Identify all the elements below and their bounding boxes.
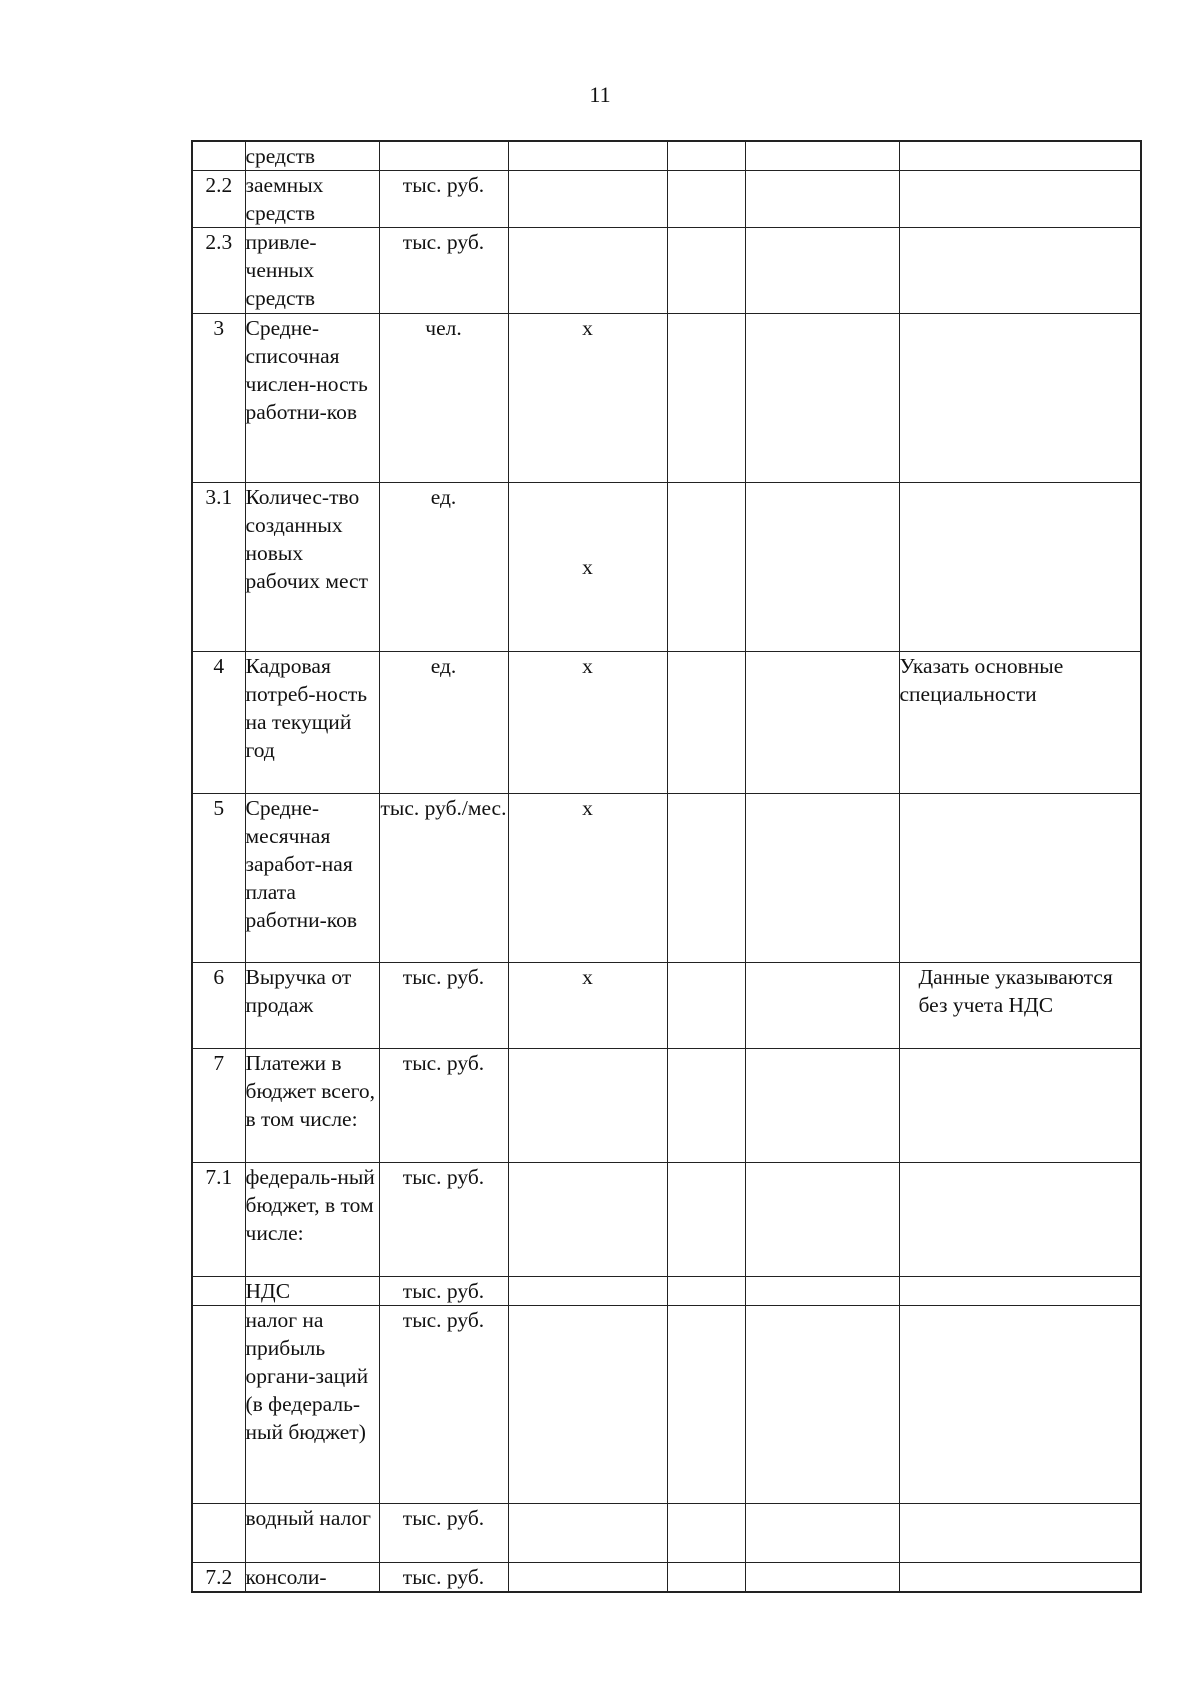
table-row [192,1163,1141,1277]
table-row [192,652,1141,794]
unit-cell: тыс. руб. [379,963,508,1049]
empty-cell [745,794,899,963]
row-number: 4 [192,652,245,794]
x-mark [508,1563,667,1593]
x-mark [508,1277,667,1306]
indicator-name: Выручка от продаж [245,963,379,1049]
note-cell [899,1306,1141,1504]
row-number: 5 [192,794,245,963]
empty-cell [745,1163,899,1277]
row-number [192,1277,245,1306]
empty-cell [745,141,899,171]
empty-cell [745,228,899,314]
row-number [192,1306,245,1504]
row-number: 2.2 [192,171,245,228]
empty-cell [667,1163,745,1277]
empty-cell [745,652,899,794]
unit-cell: чел. [379,314,508,483]
note-cell [899,483,1141,652]
empty-cell [667,1277,745,1306]
unit-cell: тыс. руб. [379,1504,508,1563]
table-row [192,483,1141,652]
note-cell [899,1504,1141,1563]
empty-cell [667,141,745,171]
x-mark: х [508,794,667,963]
indicators-table [191,140,1142,1593]
row-number: 7.1 [192,1163,245,1277]
note-cell [899,1563,1141,1593]
note-cell [899,171,1141,228]
empty-cell [667,1504,745,1563]
note-cell [899,141,1141,171]
table-row [192,1504,1141,1563]
unit-cell: тыс. руб. [379,1277,508,1306]
indicator-name: Количес-тво созданных новых рабочих мест [245,483,379,652]
indicator-name: федераль-ный бюджет, в том числе: [245,1163,379,1277]
empty-cell [667,314,745,483]
x-mark [508,171,667,228]
empty-cell [667,794,745,963]
table-row [192,171,1141,228]
table-row [192,1277,1141,1306]
x-mark: х [508,314,667,483]
x-mark: х [508,652,667,794]
table-row [192,963,1141,1049]
note-cell [899,1163,1141,1277]
unit-cell: ед. [379,652,508,794]
unit-cell: ед. [379,483,508,652]
empty-cell [745,314,899,483]
table-row [192,794,1141,963]
x-mark [508,1306,667,1504]
empty-cell [667,1306,745,1504]
indicator-name: НДС [245,1277,379,1306]
empty-cell [745,171,899,228]
row-number [192,1504,245,1563]
unit-cell: тыс. руб./мес. [379,794,508,963]
unit-cell: тыс. руб. [379,1163,508,1277]
x-mark [508,228,667,314]
empty-cell [667,1049,745,1163]
indicator-name: Средне-списочная числен-ность работни-ков [245,314,379,483]
note-cell [899,228,1141,314]
indicator-name: заемных средств [245,171,379,228]
unit-cell: тыс. руб. [379,228,508,314]
empty-cell [745,1504,899,1563]
empty-cell [745,1049,899,1163]
table-row [192,1563,1141,1593]
empty-cell [745,1277,899,1306]
indicator-name: Кадровая потреб-ность на текущий год [245,652,379,794]
unit-cell: тыс. руб. [379,1049,508,1163]
note-cell: Данные указываются без учета НДС [899,963,1141,1049]
note-cell: Указать основные специальности [899,652,1141,794]
x-mark [508,1163,667,1277]
empty-cell [745,483,899,652]
indicator-name: Средне-месячная заработ-ная плата работни-ков [245,794,379,963]
table-row [192,1306,1141,1504]
empty-cell [667,963,745,1049]
page-number: 11 [589,82,611,107]
row-number: 2.3 [192,228,245,314]
note-cell [899,1049,1141,1163]
indicator-name: консоли- [245,1563,379,1593]
table-row [192,1049,1141,1163]
unit-cell: тыс. руб. [379,1306,508,1504]
unit-cell [379,141,508,171]
unit-cell: тыс. руб. [379,1563,508,1593]
note-cell [899,314,1141,483]
row-number: 7.2 [192,1563,245,1593]
table-row [192,141,1141,171]
indicator-name: привле-ченных средств [245,228,379,314]
empty-cell [745,963,899,1049]
empty-cell [667,171,745,228]
table-row [192,228,1141,314]
empty-cell [745,1306,899,1504]
unit-cell: тыс. руб. [379,171,508,228]
empty-cell [667,483,745,652]
x-mark: х [508,963,667,1049]
empty-cell [667,1563,745,1593]
row-number: 3.1 [192,483,245,652]
row-number: 7 [192,1049,245,1163]
empty-cell [667,228,745,314]
empty-cell [667,652,745,794]
row-number [192,141,245,171]
indicator-name: средств [245,141,379,171]
x-mark: х [508,483,667,652]
row-number: 6 [192,963,245,1049]
empty-cell [745,1563,899,1593]
indicator-name: Платежи в бюджет всего, в том числе: [245,1049,379,1163]
x-mark [508,141,667,171]
indicator-name: водный налог [245,1504,379,1563]
x-mark [508,1049,667,1163]
table-row [192,314,1141,483]
note-cell [899,1277,1141,1306]
x-mark [508,1504,667,1563]
note-cell [899,794,1141,963]
indicator-name: налог на прибыль органи-заций (в федераль-ный бюджет) [245,1306,379,1504]
row-number: 3 [192,314,245,483]
